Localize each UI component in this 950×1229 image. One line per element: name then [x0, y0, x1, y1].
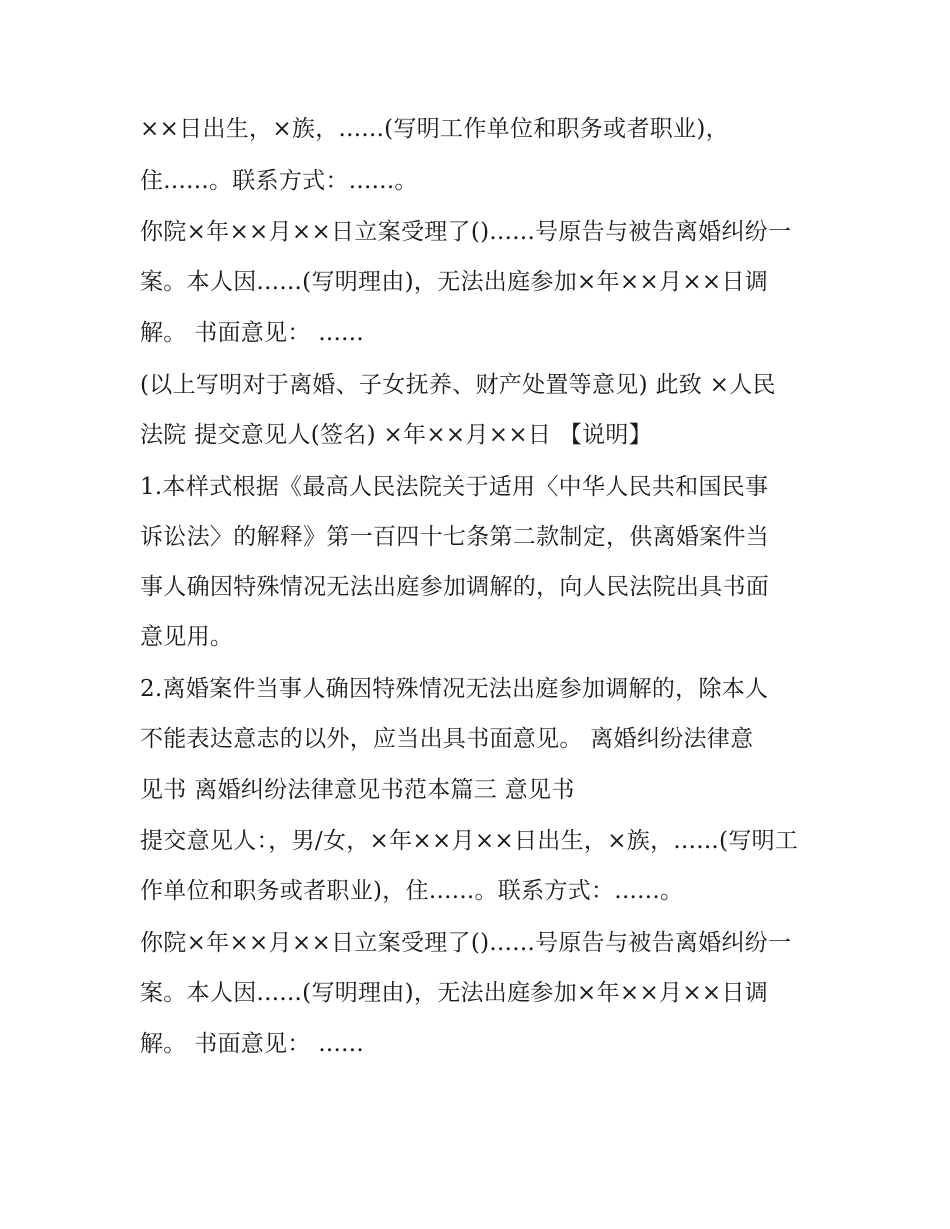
text-line: 案。本人因......(写明理由)，无法出庭参加×年××月××日调: [140, 980, 769, 1006]
text-line: 你院×年××月××日立案受理了()......号原告与被告离婚纠纷一: [140, 219, 792, 245]
text-line: 事人确因特殊情况无法出庭参加调解的，向人民法院出具书面: [140, 574, 770, 600]
text-line: 作单位和职务或者职业)，住......。联系方式：......。: [140, 878, 684, 904]
text-line: 1.本样式根据《最高人民法院关于适用〈中华人民共和国民事: [140, 474, 769, 500]
text-line: 解。 书面意见： ......: [140, 320, 364, 346]
text-line: 诉讼法〉的解释》第一百四十七条第二款制定，供离婚案件当: [140, 524, 770, 550]
text-line: 解。 书面意见： ......: [140, 1031, 364, 1057]
text-line: (以上写明对于离婚、子女抚养、财产处置等意见) 此致 ×人民: [140, 372, 776, 398]
text-line: 你院×年××月××日立案受理了()......号原告与被告离婚纠纷一: [140, 930, 792, 956]
text-line: 住......。联系方式：......。: [140, 168, 418, 194]
text-line: ××日出生，×族，......(写明工作单位和职务或者职业)，: [140, 116, 729, 142]
text-line: 2.离婚案件当事人确因特殊情况无法出庭参加调解的，除本人: [140, 676, 769, 702]
text-line: 意见用。: [140, 624, 234, 650]
text-line: 见书 离婚纠纷法律意见书范本篇三 意见书: [140, 777, 575, 803]
text-line: 案。本人因......(写明理由)，无法出庭参加×年××月××日调: [140, 269, 769, 295]
text-line: 不能表达意志的以外，应当出具书面意见。 离婚纠纷法律意: [140, 726, 754, 752]
text-line: 法院 提交意见人(签名) ×年××月××日 【说明】: [140, 422, 653, 448]
text-line: 提交意见人：，男/女，×年××月××日出生，×族，......(写明工: [140, 828, 799, 854]
